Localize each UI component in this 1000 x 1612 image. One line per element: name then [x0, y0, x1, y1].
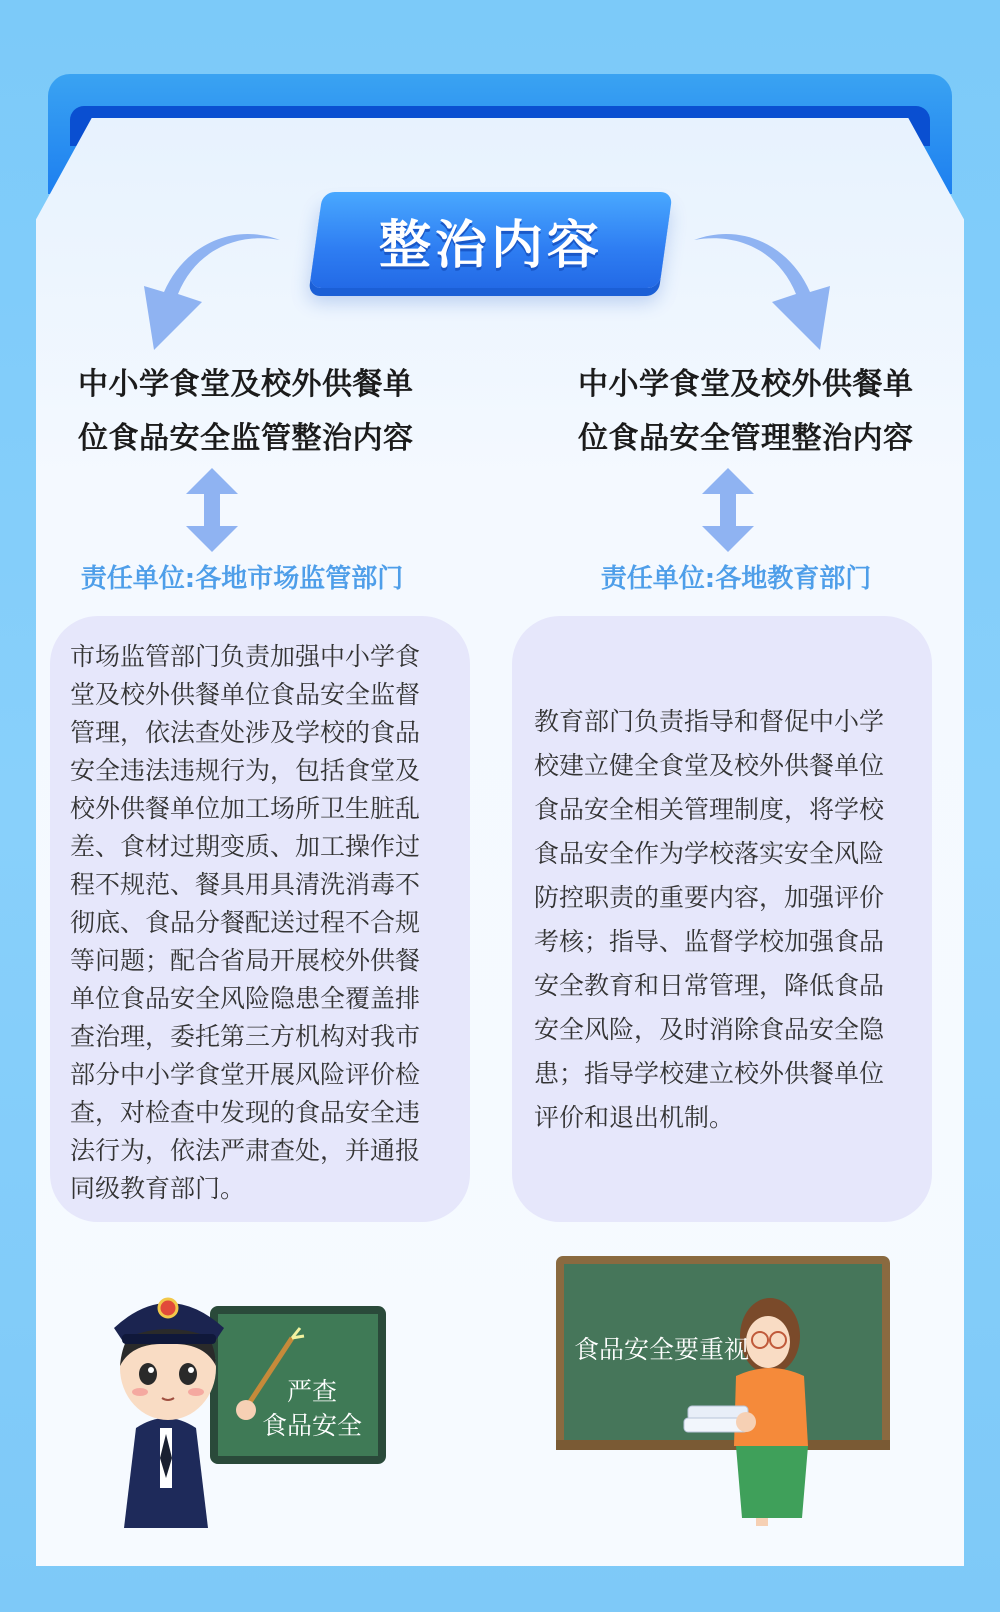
double-arrow-left-icon — [186, 468, 238, 552]
teacher-illustration — [556, 1256, 890, 1526]
left-body-line: 市场监管部门负责加强中小学食 — [70, 642, 421, 671]
left-heading-line2: 位食品安全监管整治内容 — [78, 421, 414, 456]
right-body-text — [534, 700, 914, 1140]
left-body-line: 查治理，委托第三方机构对我市 — [70, 1022, 421, 1051]
left-board-text — [252, 1375, 372, 1443]
right-responsibility: 责任单位:各地教育部门 — [600, 564, 872, 594]
left-body-line: 堂及校外供餐单位食品安全监督 — [70, 680, 421, 709]
left-body-line: 程不规范、餐具用具清洗消毒不 — [70, 870, 421, 899]
right-body-line: 安全风险，及时消除食品安全隐 — [534, 1015, 885, 1044]
right-body-line: 校建立健全食堂及校外供餐单位 — [534, 751, 885, 780]
right-heading-line1: 中小学食堂及校外供餐单 — [578, 367, 914, 402]
right-board-text: 食品安全要重视 — [574, 1335, 750, 1364]
left-body-line: 校外供餐单位加工场所卫生脏乱 — [70, 794, 421, 823]
left-responsibility: 责任单位:各地市场监管部门 — [80, 564, 404, 594]
right-body-line: 评价和退出机制。 — [534, 1103, 735, 1132]
left-heading-line1: 中小学食堂及校外供餐单 — [78, 367, 414, 402]
left-board-line2: 食品安全 — [261, 1411, 362, 1440]
left-body-line: 法行为，依法严肃查处，并通报 — [70, 1136, 421, 1165]
right-body-line: 教育部门负责指导和督促中小学 — [534, 707, 885, 736]
left-body-line: 安全违法违规行为，包括食堂及 — [70, 756, 421, 785]
curved-arrow-left-icon — [140, 222, 290, 362]
right-body-line: 食品安全作为学校落实安全风险 — [534, 839, 885, 868]
right-body-line: 患；指导学校建立校外供餐单位 — [534, 1059, 885, 1088]
double-arrow-right-icon — [702, 468, 754, 552]
curved-arrow-right-icon — [684, 222, 834, 362]
page-title: 整治内容 — [378, 215, 603, 276]
left-body-line: 等问题；配合省局开展校外供餐 — [70, 946, 421, 975]
right-body-line: 考核；指导、监督学校加强食品 — [534, 927, 885, 956]
left-body-line: 管理，依法查处涉及学校的食品 — [70, 718, 421, 747]
right-body-line: 安全教育和日常管理，降低食品 — [534, 971, 885, 1000]
left-body-line: 单位食品安全风险隐患全覆盖排 — [70, 984, 421, 1013]
left-body-line: 同级教育部门。 — [70, 1174, 246, 1203]
right-heading — [578, 358, 938, 466]
left-body-line: 彻底、食品分餐配送过程不合规 — [70, 908, 421, 937]
left-body-text — [70, 638, 450, 1208]
left-heading — [78, 358, 438, 466]
right-body-line: 食品安全相关管理制度，将学校 — [534, 795, 885, 824]
right-body-line: 防控职责的重要内容，加强评价 — [534, 883, 885, 912]
right-heading-line2: 位食品安全管理整治内容 — [578, 421, 914, 456]
left-board-line1: 严查 — [286, 1377, 337, 1406]
left-body-line: 差、食材过期变质、加工操作过 — [70, 832, 421, 861]
left-body-line: 部分中小学食堂开展风险评价检 — [70, 1060, 421, 1089]
left-body-line: 查，对检查中发现的食品安全违 — [70, 1098, 421, 1127]
